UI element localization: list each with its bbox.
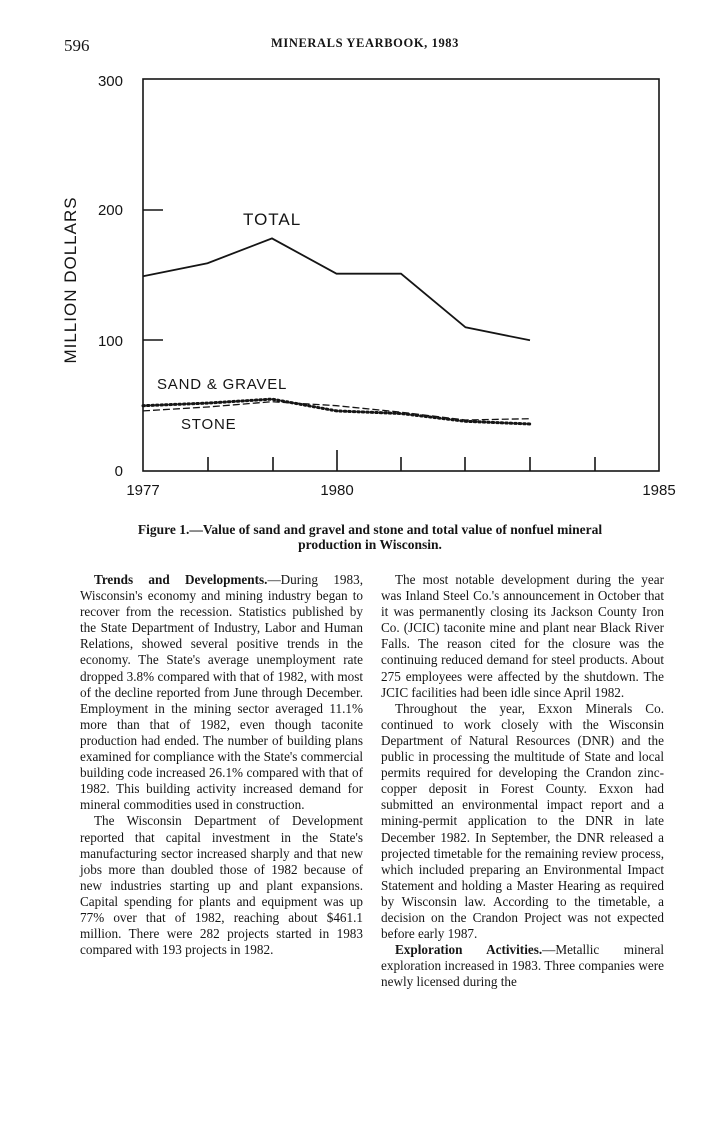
series-label-total: TOTAL — [243, 210, 302, 229]
y-tick-label-200: 200 — [97, 202, 123, 219]
y-tick-label-300: 300 — [97, 73, 123, 90]
paragraph-text: —Metallic mineral exploration increased in 1983. Three companies were newly licensed during the — [381, 942, 664, 990]
paragraph-exploration — [381, 942, 664, 990]
paragraph-text: —During 1983, Wisconsin's economy and mining industry began to recover from the recession. Statistics published by the State Department of Industry, Labor and Human Relations, showed several positive trends in the economy. The State's average unemployment rate dropped 3.8% compared with that of 1982, with most of the decline reported from June through December. Employment in the mining sector averaged 11.1% more than that of 1982, even though taconite production had ended. The number of building plans examined for compliance with the State's commercial building code increased 26.1% compared with that of 1982. This building activity increased demand for mineral commodities used in construction. — [80, 572, 363, 813]
paragraph-exxon: Throughout the year, Exxon Minerals Co. continued to work closely with the Wisconsin Department of Natural Resources (DNR) and the public in processing the multitude of State and local permits required for developing the Crandon zinc-copper deposit in Forest County. Exxon had submitted an environmental impact report and a mining-permit application to the DNR in late December 1982. In September, the DNR released a projected timetable for the remaining review process, which included preparing an Environmental Impact Statement and holding a Master Hearing as required by Wisconsin law. According to the timetable, a decision on the Crandon Project was not expected before early 1987. — [381, 700, 664, 942]
run-in-heading-exploration: Exploration Activities. — [395, 942, 543, 958]
y-axis-label: MILLION DOLLARS — [61, 196, 80, 364]
series-label-stone: STONE — [181, 416, 237, 433]
text-column-right — [381, 572, 664, 990]
running-title: MINERALS YEARBOOK, 1983 — [270, 36, 459, 50]
page-number: 596 — [64, 36, 90, 55]
plot-frame — [143, 79, 659, 471]
x-tick-label-1985: 1985 — [642, 482, 676, 499]
caption-line-2: production in Wisconsin. — [298, 537, 442, 552]
text-column-left — [80, 572, 363, 958]
line-chart — [0, 0, 712, 515]
paragraph-inland-steel: The most notable development during the year was Inland Steel Co.'s announcement in October that it was permanently closing its Jackson County Iron Co. (JCIC) taconite mine and plant near Black River Falls. The reason cited for the closure was the continuing reduced demand for steel products. About 275 employees were affected by the shutdown. The JCIC facilities had been idle since April 1982. — [381, 572, 664, 700]
caption-line-1: Figure 1.—Value of sand and gravel and stone and total value of nonfuel mineral — [137, 522, 603, 537]
run-in-heading-trends: Trends and Developments. — [94, 572, 268, 587]
series-label-sand-gravel: SAND & GRAVEL — [157, 376, 288, 393]
y-tick-label-0: 0 — [114, 463, 123, 480]
y-tick-label-100: 100 — [97, 333, 123, 350]
series-line-total — [143, 238, 530, 340]
paragraph-trends — [80, 572, 363, 813]
paragraph-capital-investment: The Wisconsin Department of Development reported that capital investment in the State's manufacturing sector increased sharply and that new jobs more than doubled those of 1982 because of new industries starting up and plant expansions. Capital spending for plants and equipment was up 77% over that of 1982, reaching about $461.1 million. There were 282 projects started in 1983 compared with 193 projects in 1982. — [80, 813, 363, 958]
figure-caption — [64, 522, 676, 552]
x-tick-label-1980: 1980 — [320, 482, 354, 499]
x-tick-label-1977: 1977 — [126, 482, 160, 499]
